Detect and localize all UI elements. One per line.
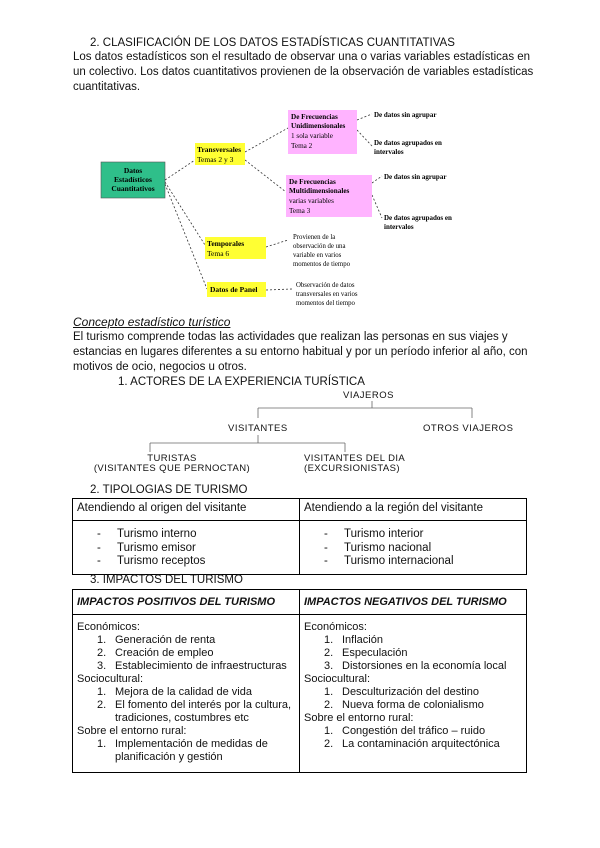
connector-line <box>165 160 195 180</box>
transversales-subtitle: Temas 2 y 3 <box>197 155 234 164</box>
list-item: 1. Implementación de medidas de planificación y gestión <box>97 738 268 763</box>
paragraph-line: El turismo comprende todas las actividades que realizan las personas en sus viajes y <box>73 331 508 343</box>
temporales-desc-line: momentos de tiempo <box>293 261 351 268</box>
frec-multi-line: varias variables <box>289 197 334 205</box>
neg-rural-label: Sobre el entorno rural: <box>304 712 414 724</box>
neg-soc-label: Sociocultural: <box>304 673 371 685</box>
visitantes-dia-title: VISITANTES DEL DIA <box>304 453 406 464</box>
uni-agrupados-line: intervalos <box>374 148 404 156</box>
section-heading-actores: 1. ACTORES DE LA EXPERIENCIA TURÍSTICA <box>118 376 365 388</box>
panel-title: Datos de Panel <box>210 285 258 294</box>
frec-uni-line: Unidimensionales <box>291 122 346 130</box>
tipologias-col1-header: Atendiendo al origen del visitante <box>73 499 300 521</box>
impactos-table <box>72 589 527 773</box>
visitantes-dia-subtitle: (EXCURSIONISTAS) <box>304 463 400 474</box>
paragraph-line: Los datos estadísticos son el resultado de observar una o varias variables estadísticas en <box>73 51 531 63</box>
list-item: - Turismo interno <box>77 528 295 542</box>
list-item: 1. Mejora de la calidad de vida <box>97 686 252 698</box>
pos-rural-label: Sobre el entorno rural: <box>77 725 187 737</box>
visitantes-dia-label <box>304 454 405 474</box>
list-item: 1. Inflación <box>324 634 383 646</box>
multi-agrupados-line: intervalos <box>384 223 414 231</box>
temporales-title: Temporales <box>207 239 245 248</box>
panel-desc-line: momentos del tiempo <box>296 300 355 307</box>
connector-line <box>357 130 372 146</box>
pos-soc-label: Sociocultural: <box>77 673 144 685</box>
multi-sin-agrupar: De datos sin agrupar <box>384 173 447 181</box>
section-heading-impactos: 3. IMPACTOS DEL TURISMO <box>90 574 243 586</box>
list-item: - Turismo interior <box>304 528 522 542</box>
turistas-title: TURISTAS <box>147 453 197 464</box>
tipologias-col2-cell <box>300 521 527 575</box>
connector-line <box>266 289 292 290</box>
impactos-positivos-cell <box>73 615 300 773</box>
paragraph-line: estancias en lugares diferentes a su entorno habitual y por un período inferior al año, con <box>73 346 528 358</box>
paragraph-line: cuantitativas. <box>73 81 141 93</box>
concepto-paragraph <box>73 330 543 375</box>
pos-eco-label: Económicos: <box>77 621 140 633</box>
otros-viajeros-label: OTROS VIAJEROS <box>423 423 514 434</box>
list-item: 1. Generación de renta <box>97 634 216 646</box>
list-item: - Turismo nacional <box>304 542 522 556</box>
tipologias-table <box>72 498 527 575</box>
frec-uni-line: Tema 2 <box>291 142 313 150</box>
connector-line <box>165 184 207 289</box>
tipologias-col2-header: Atendiendo a la región del visitante <box>300 499 527 521</box>
list-item: - Turismo internacional <box>304 555 522 569</box>
paragraph-line: motivos de ocio, negocios u otros. <box>73 361 247 373</box>
concepto-title: Concepto estadístico turístico <box>73 315 231 329</box>
list-item: 2. Especulación <box>324 647 408 659</box>
connector-line <box>372 195 382 218</box>
transversales-title: Transversales <box>197 145 242 154</box>
list-item: 1. Desculturización del destino <box>324 686 479 698</box>
turistas-subtitle: (VISITANTES QUE PERNOCTAN) <box>93 463 251 474</box>
list-item: 3. Establecimiento de infraestructuras <box>97 660 287 672</box>
list-item: - Turismo receptos <box>77 555 295 569</box>
temporales-desc-line: Provienen de la <box>293 234 336 241</box>
list-item: 1. Congestión del tráfico – ruido <box>324 725 486 737</box>
connector-line <box>372 176 382 183</box>
visitantes-label: VISITANTES <box>228 423 288 434</box>
root-node-line: Estadísticos <box>114 175 152 184</box>
section-heading-tipologias: 2. TIPOLOGIAS DE TURISMO <box>90 484 248 496</box>
paragraph-line: un colectivo. Los datos cuantitativos provienen de la observación de variables estadísticas <box>73 66 534 78</box>
connector-line <box>266 240 288 247</box>
turistas-label <box>82 454 262 474</box>
connector-line <box>165 182 205 245</box>
list-item: 2. El fomento del interés por la cultura, tradiciones, costumbres etc <box>97 699 292 724</box>
list-item: 2. La contaminación arquitectónica <box>324 738 500 750</box>
list-item: - Turismo emisor <box>77 542 295 556</box>
connector-line <box>245 128 288 152</box>
impactos-positivos-header: IMPACTOS POSITIVOS DEL TURISMO <box>73 590 300 615</box>
temporales-desc-line: observación de una <box>293 243 346 250</box>
impactos-negativos-cell <box>300 615 527 773</box>
multi-agrupados-line: De datos agrupados en <box>384 214 452 222</box>
frec-uni-line: De Frecuencias <box>291 113 338 121</box>
panel-desc-line: transversales en varios <box>296 291 358 298</box>
impactos-negativos-header: IMPACTOS NEGATIVOS DEL TURISMO <box>300 590 527 615</box>
connector-line <box>357 114 372 120</box>
temporales-subtitle: Tema 6 <box>207 249 230 258</box>
list-item: 3. Distorsiones en la economía local <box>324 660 507 672</box>
frec-multi-line: Tema 3 <box>289 207 311 215</box>
root-node-line: Datos <box>123 166 143 175</box>
frec-multi-line: Multidimensionales <box>289 187 350 195</box>
frec-multi-line: De Frecuencias <box>289 178 336 186</box>
neg-eco-label: Económicos: <box>304 621 367 633</box>
list-item: 2. Creación de empleo <box>97 647 214 659</box>
classification-diagram <box>0 0 600 320</box>
root-node-line: Cuantitativos <box>111 184 155 193</box>
section-heading-clasificacion: 2. CLASIFICACIÓN DE LOS DATOS ESTADÍSTICAS CUANTITATIVAS <box>90 37 455 49</box>
list-item: 2. Nueva forma de colonialismo <box>324 699 484 711</box>
connector-line <box>245 160 286 192</box>
temporales-desc-line: variable en varios <box>293 252 342 259</box>
panel-desc-line: Observación de datos <box>296 282 355 289</box>
uni-sin-agrupar: De datos sin agrupar <box>374 111 437 119</box>
frec-uni-line: 1 sola variable <box>291 132 333 140</box>
viajeros-label: VIAJEROS <box>343 390 394 401</box>
uni-agrupados-line: De datos agrupados en <box>374 139 442 147</box>
tipologias-col1-cell <box>73 521 300 575</box>
